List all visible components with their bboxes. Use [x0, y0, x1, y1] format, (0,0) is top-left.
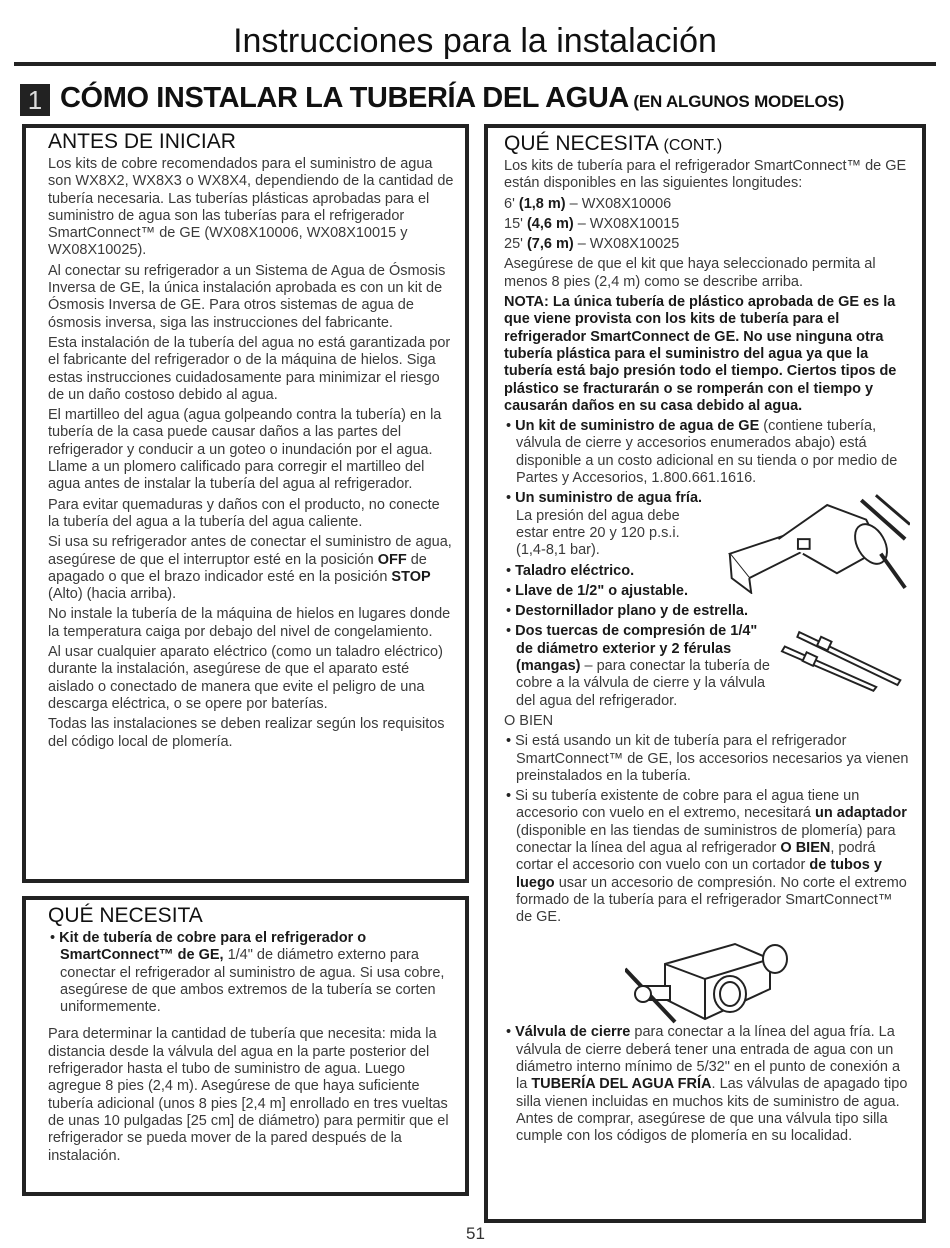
- bold-text: Llave de 1/2" o ajustable.: [515, 582, 688, 599]
- bold-text: O BIEN: [780, 839, 831, 856]
- before-you-begin-body: [48, 156, 455, 751]
- bold-text: NOTA: La única tubería de plástico aprobada de GE es la que viene provista con los kits de tubería para el refrigerador SmartConnect de GE. No use ninguna otra tubería plástica para el suministro del agua ya que la tubería está bajo presión todo el tiempo. Ciertos tipos de plástico se fracturarán o se romperán con el tiempo y causarán daños en su casa debido al agua.: [504, 294, 897, 414]
- text: para conectar a la línea del agua fría. La válvula de cierre deberá tener una entrada de agua con un diámetro interno mínimo de 5/32" en el punto de conexión a la: [516, 1024, 901, 1093]
- text: Los kits de cobre recomendados para el suministro de agua son WX8X2, WX8X3 o WX8X4, dependiendo de la cantidad de tubería necesaria. Las tuberías plásticas aprobadas para el suministro de agua son las tuberías para el refrigerador SmartConnect™ de GE (WX08X10006, WX08X10015 y WX08X10025).: [48, 156, 454, 259]
- paragraph: [504, 158, 910, 193]
- text: (disponible en las tiendas de suministros de plomería) para conectar la línea del agua al refrigerador: [516, 822, 896, 856]
- bold-text: OFF: [377, 551, 407, 568]
- page-number: 51: [466, 1224, 485, 1243]
- text: Si está usando un kit de tubería para el refrigerador SmartConnect™ de GE, los accesorios necesarios ya vienen preinstalados en la tubería.: [515, 733, 909, 784]
- text: . Las válvulas de apagado tipo silla vienen incluidas en muchos kits de suministro de agua. Antes de comprar, asegúrese de que una válvula tipo silla cumple con los códigos de plomería en su localidad.: [516, 1076, 908, 1145]
- before-you-begin-box: [22, 124, 469, 883]
- bold-text: TUBERÍA DEL AGUA FRÍA: [531, 1076, 712, 1093]
- paragraph: [48, 156, 455, 260]
- drill-illustration: [720, 494, 910, 594]
- bold-text: de tubos y luego: [516, 857, 882, 891]
- text: (contiene tubería, válvula de cierre y accesorios enumerados abajo) está disponible a un costo adicional en su tienda o por medio de Partes y Accesorios, 1.800.661.1616.: [516, 418, 898, 487]
- bold-text: un adaptador: [815, 805, 907, 822]
- list-item: [504, 603, 910, 620]
- what-you-need-heading: QUÉ NECESITA: [48, 904, 203, 927]
- paragraph: [48, 407, 455, 493]
- text: Para evitar quemaduras y daños con el producto, no conecte la tubería del agua a la tubería del agua caliente.: [48, 496, 440, 530]
- text: Todas las instalaciones se deben realizar según los requisitos del código local de plomería.: [48, 716, 445, 750]
- paragraph: [48, 1026, 455, 1164]
- text: Al usar cualquier aparato eléctrico (como un taladro eléctrico) durante la instalación, asegúrese de que el aparato esté aislado o conectado de manera que evite el peligro de una descarga eléctrica, o se opere por baterías.: [48, 644, 443, 712]
- text: Asegúrese de que el kit que haya seleccionado permita al menos 8 pies (2,4 m) como se describe arriba.: [504, 256, 876, 290]
- text: (Alto) (hacia arriba).: [48, 586, 177, 603]
- text: usar un accesorio de compresión. No corte el extremo formado de la tubería para el refrigerador SmartConnect™ de GE.: [516, 874, 907, 926]
- section-title: CÓMO INSTALAR LA TUBERÍA DEL AGUA: [60, 82, 629, 114]
- text: Los kits de tubería para el refrigerador SmartConnect™ de GE están disponibles en las siguientes longitudes:: [504, 158, 907, 192]
- list-item: [48, 930, 455, 1016]
- or-label: O BIEN: [504, 712, 554, 729]
- paragraph: [48, 644, 455, 713]
- text: – para conectar la tubería de cobre a la válvula de cierre y la válvula del agua del refrigerador.: [516, 658, 770, 709]
- text: Esta instalación de la tubería del agua no está garantizada por el fabricante del refrigerador o de la máquina de hielos. Siga estas instrucciones cuidadosamente para minimizar el riesgo de un daño costoso debido al agua.: [48, 334, 451, 403]
- text: 15': [504, 215, 527, 232]
- section-subtitle: (EN ALGUNOS MODELOS): [633, 92, 845, 111]
- what-you-need-cont-heading: [504, 132, 910, 156]
- before-you-begin-heading: ANTES DE INICIAR: [48, 130, 236, 153]
- section-number-badge: 1: [20, 84, 50, 116]
- text: Si usa su refrigerador antes de conectar el suministro de agua, asegúrese de que el interruptor esté en la posición: [48, 534, 452, 568]
- text: , podrá cortar el accesorio con vuelo con un cortador: [516, 839, 876, 874]
- note: [504, 294, 910, 415]
- text: – WX08X10006: [565, 195, 672, 212]
- paragraph: [48, 534, 455, 603]
- what-you-need-box: [22, 896, 469, 1196]
- bold-text: Un kit de suministro de agua de GE: [515, 418, 760, 435]
- text: – WX08X10025: [573, 236, 680, 253]
- list-item: [504, 788, 910, 926]
- section-heading: [20, 82, 844, 116]
- length-option: [504, 236, 910, 253]
- paragraph: [48, 263, 455, 332]
- bold-text: Un suministro de agua fría.: [515, 490, 703, 507]
- bold-text: (1,8 m): [518, 195, 566, 212]
- text: 25': [504, 236, 527, 253]
- text: – WX08X10015: [573, 215, 680, 232]
- bold-text: Dos tuercas de compresión de 1/4" de diámetro exterior y 2 férulas (mangas): [515, 623, 758, 675]
- length-option: [504, 216, 910, 233]
- text: 1/4" de diámetro externo para conectar el refrigerador al suministro de agua. Si usa cobre, asegúrese de que ambos extremos de la tubería se corten uniformemente.: [60, 947, 445, 1016]
- compression-nuts-illustration: [780, 627, 910, 693]
- list-item: [504, 1024, 910, 1145]
- paragraph: [48, 497, 455, 532]
- length-option: [504, 196, 910, 213]
- paragraph: [48, 716, 455, 751]
- page-title: Instrucciones para la instalación: [233, 22, 717, 60]
- text: 6': [504, 195, 519, 212]
- bold-text: Kit de tubería de cobre para el refrigerador o SmartConnect™ de GE,: [59, 930, 367, 964]
- paragraph: [504, 256, 910, 291]
- bold-text: (7,6 m): [526, 236, 574, 253]
- bold-text: Taladro eléctrico.: [515, 562, 635, 579]
- text: Para determinar la cantidad de tubería que necesita: mida la distancia desde la válvula del agua en la parte posterior del refrigerador hasta el tubo de suministro de agua. Luego agregue 8 pies (2,4 m). Asegúrese de que haya suficiente tubería adicional (unos 8 pies [2,4 m] enrollado en tres vueltas de unas 10 pulgadas [25 cm] de diámetro) para permitir que el refrigerador se pueda mover de la pared después de la instalación.: [48, 1026, 449, 1164]
- paragraph: [48, 606, 455, 641]
- bold-text: Válvula de cierre: [515, 1024, 631, 1041]
- text: La presión del agua debe estar entre 20 y 120 p.s.i. (1,4-8,1 bar).: [516, 507, 680, 559]
- text: No instale la tubería de la máquina de hielos en lugares donde la temperatura caiga por debajo del nivel de congelamiento.: [48, 606, 451, 640]
- text: de apagado o que el brazo indicador esté en la posición: [48, 551, 427, 585]
- title-rule: [14, 62, 936, 66]
- list-item: [504, 733, 910, 785]
- text: Si su tubería existente de cobre para el agua tiene un accesorio con vuelo en el extremo, necesitará: [515, 788, 860, 822]
- bold-text: STOP: [391, 568, 431, 585]
- bold-text: Destornillador plano y de estrella.: [515, 603, 748, 620]
- heading-suffix: (CONT.): [663, 137, 723, 154]
- shutoff-valve-illustration: [625, 934, 790, 1024]
- text: El martilleo del agua (agua golpeando contra la tubería) en la tubería de la casa puede causar daños a las partes del refrigerador y conducir a un goteo o inundación por el agua. Llame a un plomero calificado para corregir el martilleo del agua antes de instalar la tubería del agua al refrigerador.: [48, 407, 442, 493]
- paragraph: [48, 335, 455, 404]
- list-item: [504, 418, 910, 487]
- text: Al conectar su refrigerador a un Sistema de Agua de Ósmosis Inversa de GE, la única instalación aprobada es con un kit de Ósmosis Inversa de GE. Para otros sistemas de agua de ósmosis inversa, siga las instrucciones del fabricante.: [48, 262, 446, 331]
- bold-text: (4,6 m): [526, 215, 574, 232]
- heading-text: QUÉ NECESITA: [504, 132, 658, 155]
- what-you-need-cont-box: [484, 124, 926, 1223]
